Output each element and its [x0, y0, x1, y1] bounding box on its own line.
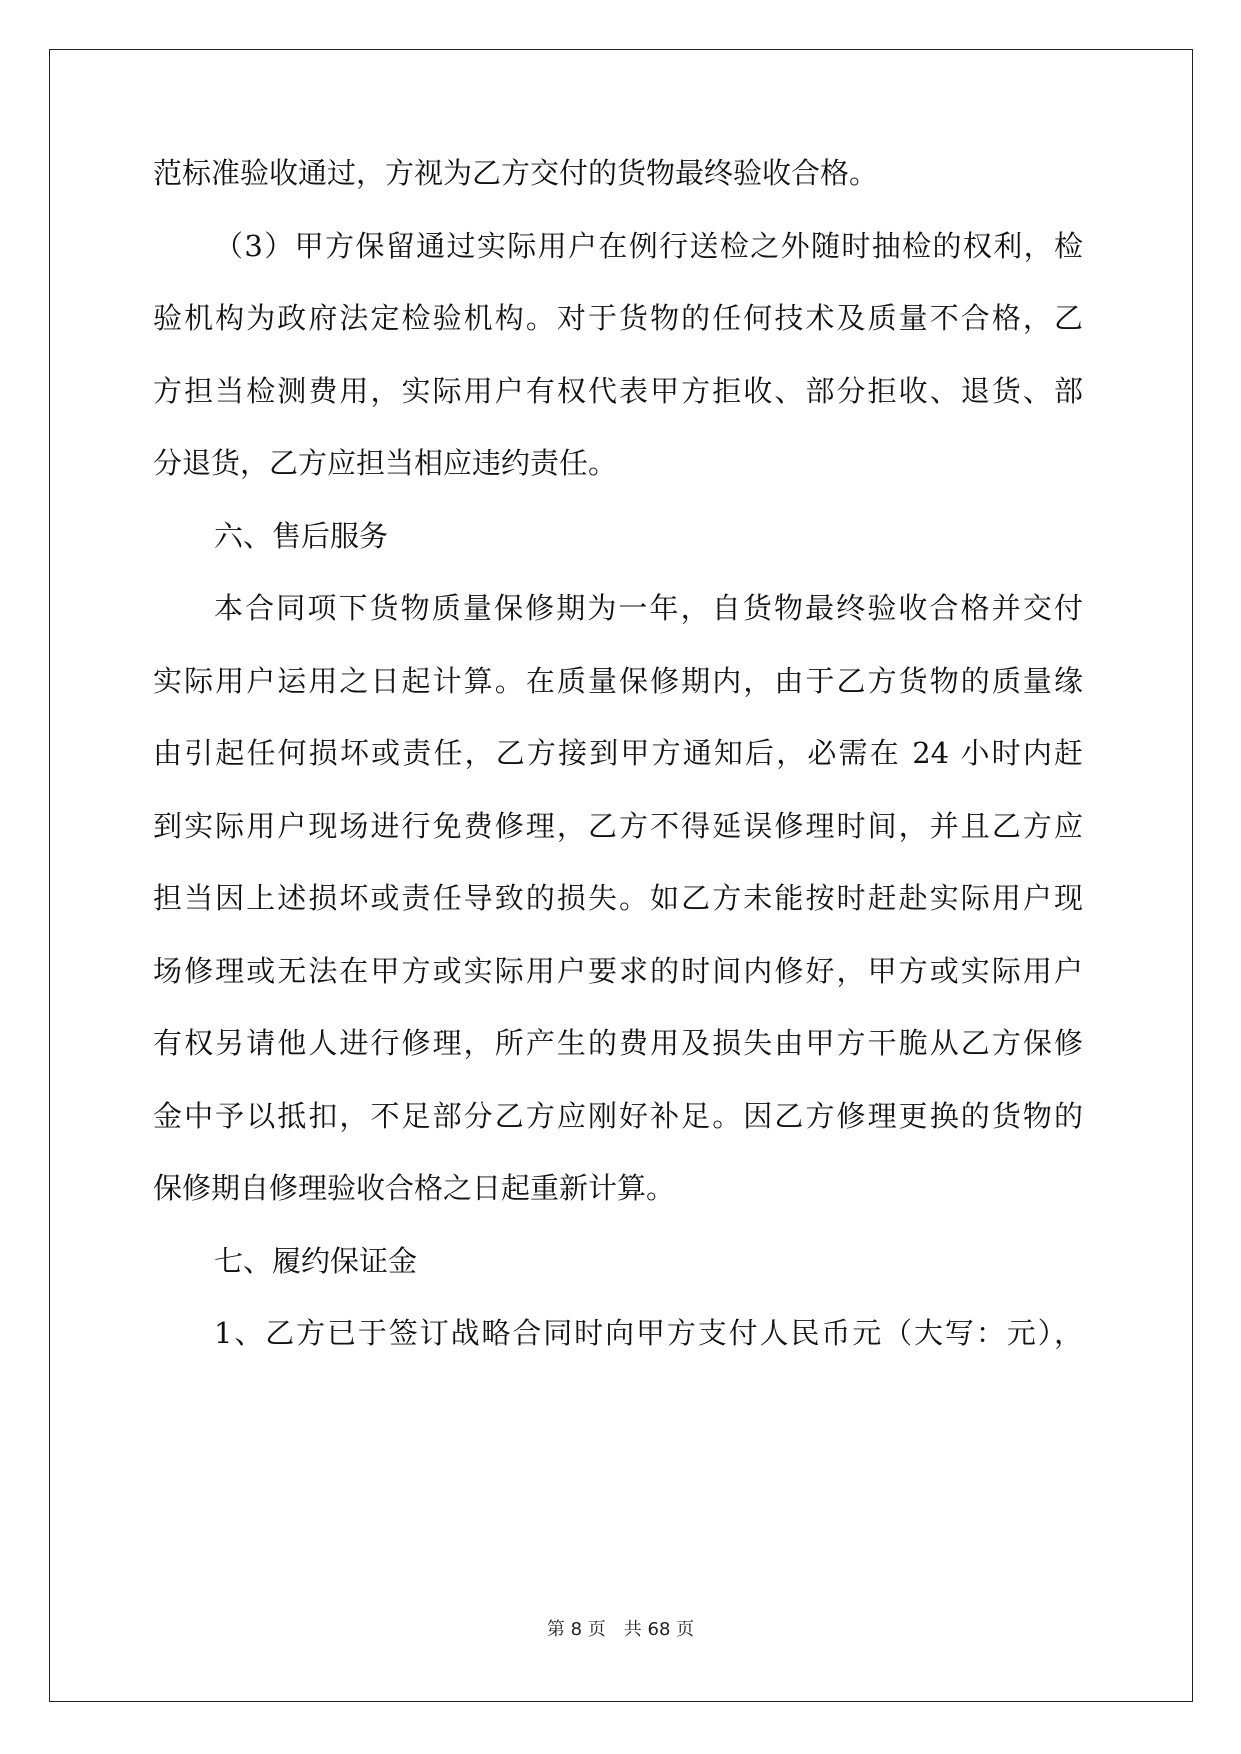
text-line-3: 验机构为政府法定检验机构。对于货物的任何技术及质量不合格，乙 — [153, 301, 1083, 335]
text-line-14: 金中予以抵扣，不足部分乙方应刚好补足。因乙方修理更换的货物的 — [153, 1099, 1083, 1133]
text-line-15: 保修期自修理验收合格之日起重新计算。 — [153, 1171, 676, 1205]
section-heading-performance-bond: 七、履约保证金 — [214, 1244, 418, 1278]
text-line-7: 本合同项下货物质量保修期为一年，自货物最终验收合格并交付 — [214, 591, 1083, 625]
page-border — [49, 49, 1193, 1702]
text-line-11: 担当因上述损坏或责任导致的损失。如乙方未能按时赶赴实际用户现 — [153, 881, 1083, 915]
text-line-12: 场修理或无法在甲方或实际用户要求的时间内修好，甲方或实际用户 — [153, 954, 1083, 988]
section-heading-after-sales: 六、售后服务 — [214, 519, 389, 553]
page-number-footer: 第 8 页 共 68 页 — [546, 1619, 695, 1640]
text-line-1: 范标准验收通过，方视为乙方交付的货物最终验收合格。 — [153, 156, 879, 190]
text-line-8: 实际用户运用之日起计算。在质量保修期内，由于乙方货物的质量缘 — [153, 664, 1083, 698]
text-line-17: 1、乙方已于签订战略合同时向甲方支付人民币元（大写：元）， — [214, 1316, 1083, 1350]
text-line-13: 有权另请他人进行修理，所产生的费用及损失由甲方干脆从乙方保修 — [153, 1026, 1083, 1060]
text-line-4: 方担当检测费用，实际用户有权代表甲方拒收、部分拒收、退货、部 — [153, 374, 1083, 408]
text-line-10: 到实际用户现场进行免费修理，乙方不得延误修理时间，并且乙方应 — [153, 809, 1083, 843]
text-line-5: 分退货，乙方应担当相应违约责任。 — [153, 446, 618, 480]
text-line-2: （3）甲方保留通过实际用户在例行送检之外随时抽检的权利，检 — [214, 229, 1083, 263]
text-line-9: 由引起任何损坏或责任，乙方接到甲方通知后，必需在 24 小时内赶 — [153, 736, 1083, 770]
